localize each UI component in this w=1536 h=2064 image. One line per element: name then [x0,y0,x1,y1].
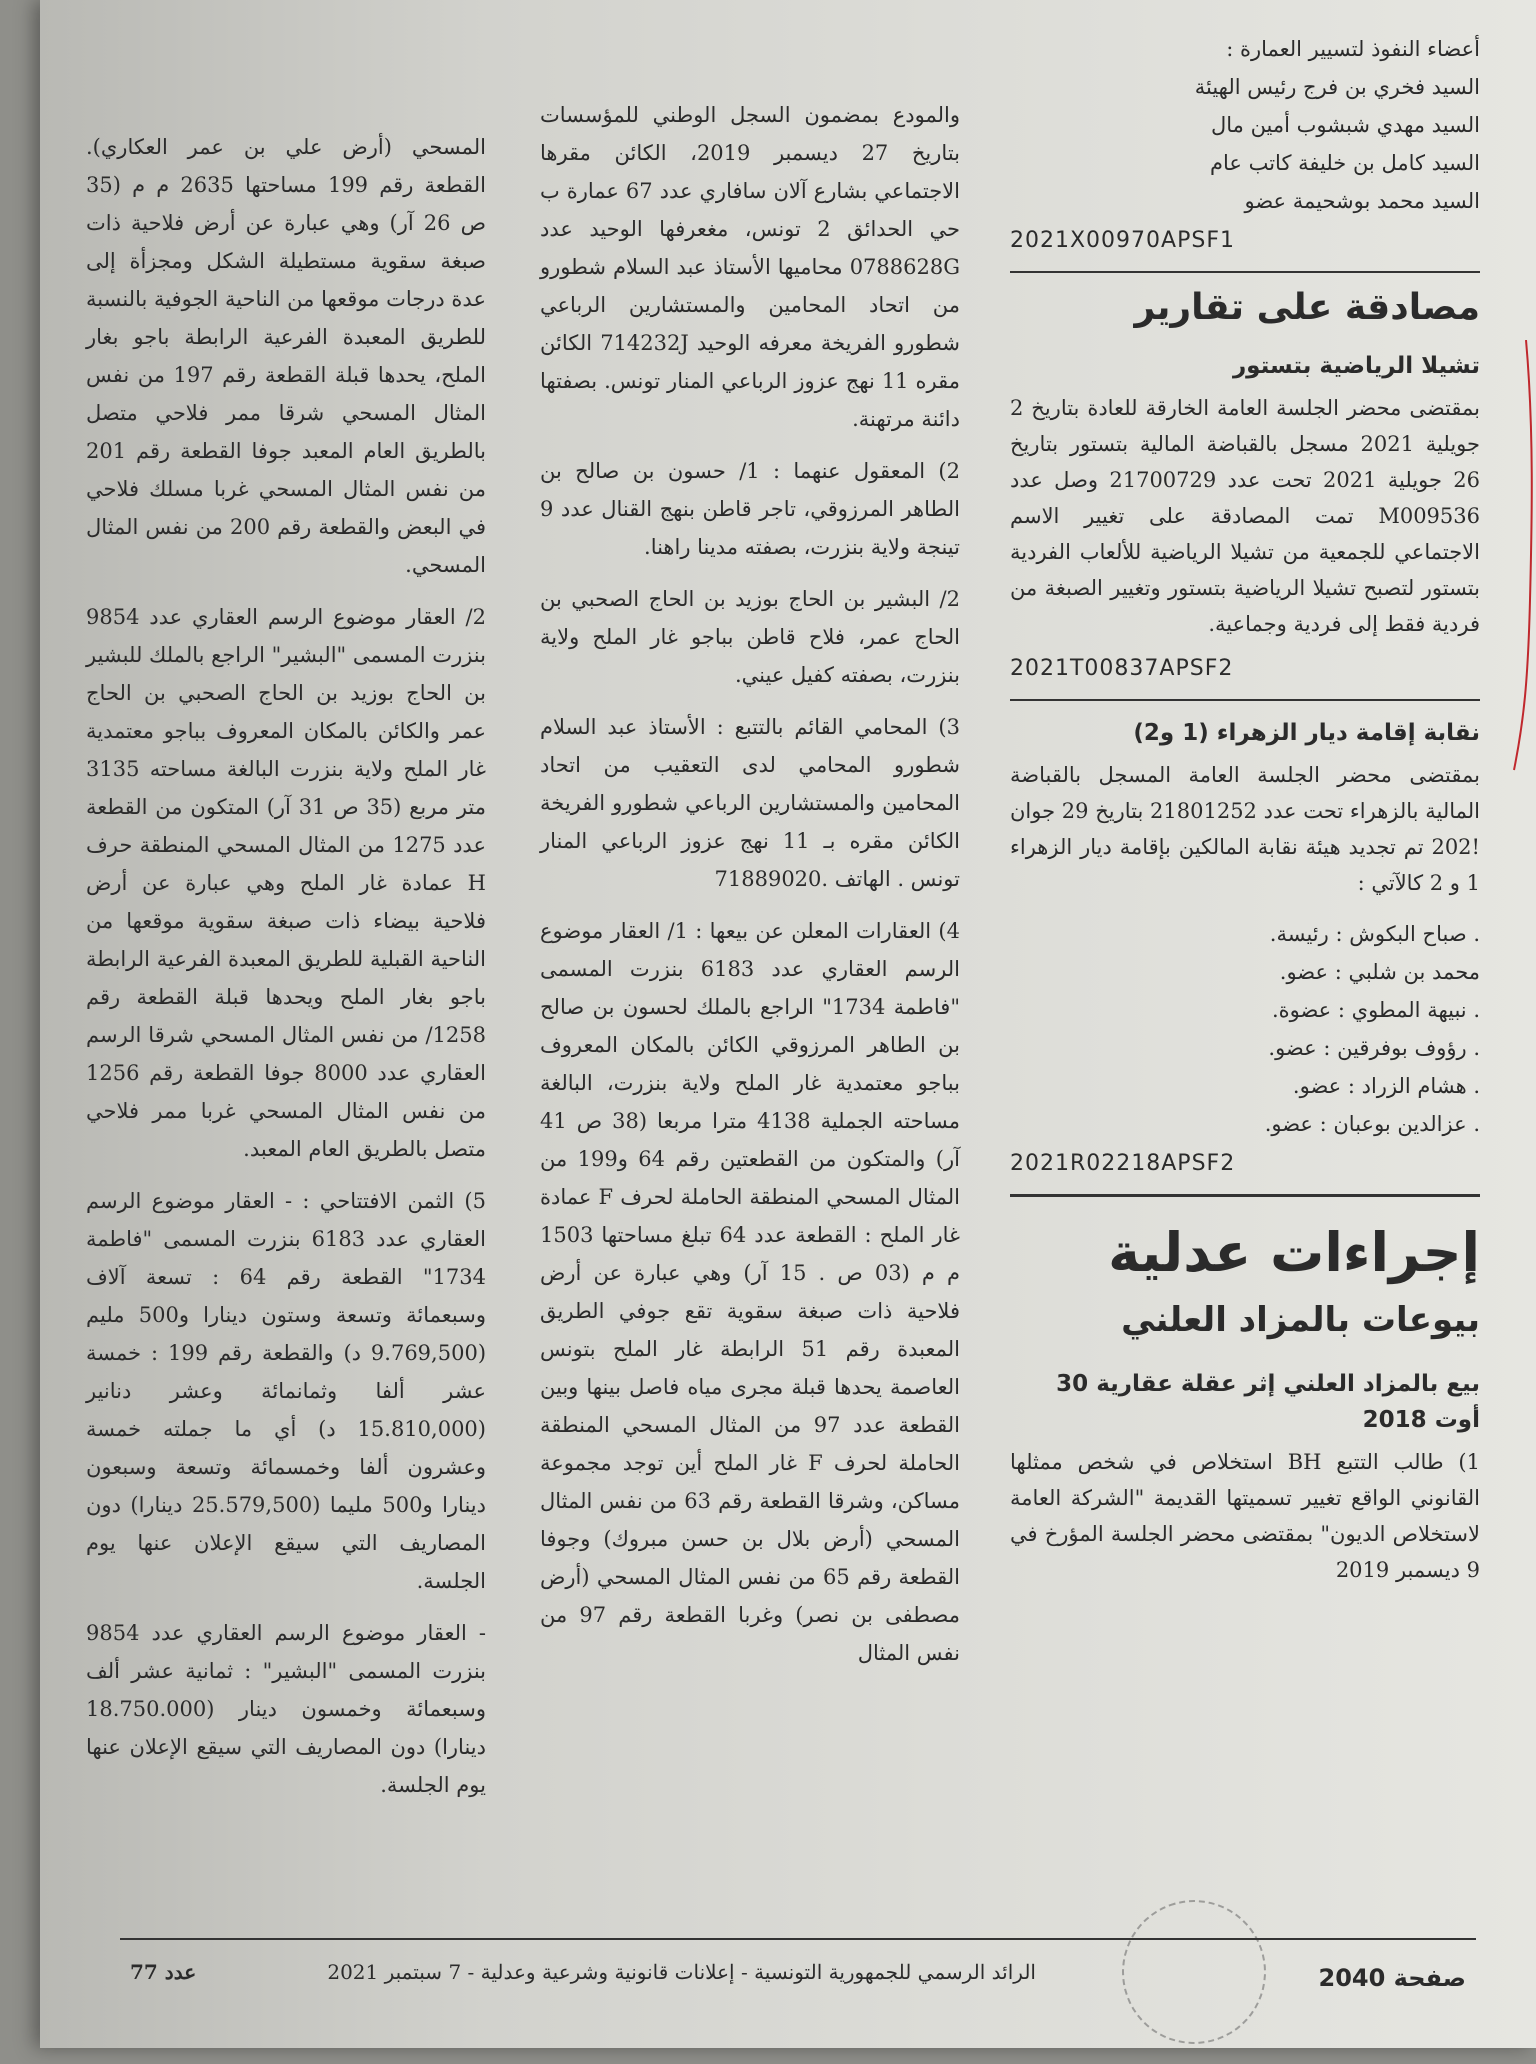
paragraph: المسحي (أرض علي بن عمر العكاري). القطعة رقم 199 مساحتها 2635 م م (35 ص 26 آر) وهي عبارة عن أرض فلاحية ذات صبغة سقوية مستطيلة الشكل ومجزأة إلى عدة درجات موقعها من الناحية الجوفية بالنسبة للطريق المعبدة الفرعية الرابطة باجو بغار الملح، يحدها قبلة القطعة رقم 197 من نفس المثال المسحي شرقا ممر فلاحي متصل بالطريق العام المعبد جوفا القطعة رقم 201 من نفس المثال المسحي غربا مسلك فلاحي في البعض والقطعة رقم 200 من نفس المثال المسحي. [86,135,487,577]
page-number: صفحة 2040 [1318,1964,1466,1992]
reference-code: 2021T00837APSF2 [1010,656,1234,681]
intro-line: السيد مهدي شبشوب أمين مال [1210,113,1480,137]
paragraph: 4) العقارات المعلن عن بيعها : 1/ العقار موضوع الرسم العقاري عدد 6183 بنزرت المسمى "فاطمة 1734" الراجع بالملك لحسون بن صالح بن الطاهر المرزوقي الكائن بالمكان المعروف بباجو معتمدية غار الملح ولاية بنزرت، البالغة مساحته الجملية 4138 مترا مربعا (38 ص 41 آر) والمتكون من القطعتين رقم 64 و199 من المثال المسحي المنطقة الحاملة لحرف F عمادة غار الملح : القطعة عدد 64 تبلغ مساحتها 1503 م م (03 ص . 15 آر) وهي عبارة عن أرض فلاحية ذات صبغة سقوية تقع جوفي الطريق المعبدة رقم 51 الرابطة غار الملح بتونس العاصمة يحدها قبلة مجرى مياه فاصل بينها وبين القطعة عدد 97 من المثال المسحي المنطقة الحاملة لحرف F غار الملح أين توجد مجموعة مساكن، وشرقا القطعة رقم 63 من نفس المثال المسحي (أرض بلال بن حسن مبروك) وجوفا القطعة رقم 65 من نفس المثال المسحي (أرض مصطفى بن نصر) وغربا القطعة رقم 97 من نفس المثال [540,919,961,1665]
intro-line: السيد فخري بن فرج رئيس الهيئة [1194,75,1480,99]
red-pen-mark [1496,340,1536,780]
reference-code: 2021R02218APSF2 [1010,1151,1236,1176]
notice-body: بمقتضى محضر الجلسة العامة الخارقة للعادة بتاريخ 2 جويلية 2021 مسجل بالقباضة المالية بتستور بتاريخ 26 جويلية 2021 تحت عدد 21700729 وصل عدد M009536 تمت المصادقة على تغيير الاسم الاجتماعي للجمعية من تشيلا الرياضية للألعاب الفردية بتستور لتصبح تشيلا الرياضية بتستور وتغيير الصبغة من فردية فقط إلى فردية وجماعية. [1010,396,1481,636]
section-subtitle: بيوعات بالمزاد العلني [1121,1300,1480,1340]
intro-line: السيد كامل بن خليفة كاتب عام [1209,151,1480,175]
left-column [86,128,486,1818]
notice-title: بيع بالمزاد العلني إثر عقلة عقارية 30 أوت 2018 [1056,1371,1480,1433]
section-title-large: إجراءات عدلية [1108,1221,1480,1284]
publication-title: الرائد الرسمي للجمهورية التونسية - إعلانات قانونية وشرعية وعدلية - 7 سبتمبر 2021 [327,1960,1036,1984]
member-line: . صباح البكوش : رئيسة. [1269,922,1480,946]
intro-line: السيد محمد بوشحيمة عضو [1244,189,1480,213]
paragraph: والمودع بمضمون السجل الوطني للمؤسسات بتاريخ 27 ديسمبر 2019، الكائن مقرها الاجتماعي بشارع آلان سافاري عدد 67 عمارة ب حي الحدائق 2 تونس، مغعرفها الوحيد عدد 0788628G محاميها الأستاذ عبد السلام شطورو من اتحاد المحامين والمستشارين الرباعي شطورو الفريخة معرفه الوحيد 714232J الكائن مقره 11 نهج عزوز الرباعي المنار تونس. بصفتها دائنة مرتهنة. [540,103,960,431]
member-line: محمد بن شلبي : عضو. [1279,960,1480,984]
paragraph: 2/ العقار موضوع الرسم العقاري عدد 9854 بنزرت المسمى "البشير" الراجع بالملك للبشير بن الحاج بوزيد بن الحاج الصحبي بن الحاج عمر والكائن بالمكان المعروف بباجو معتمدية غار الملح ولاية بنزرت البالغة مساحته 3135 متر مربع (35 ص 31 آر) المتكون من القطعة عدد 1275 من المثال المسحي المنطقة حرف H عمادة غار الملح وهي عبارة عن أرض فلاحية بيضاء ذات صبغة سقوية موقعها من الناحية القبلية للطريق المعبدة الفرعية الرابطة باجو بغار الملح ويحدها قبلة القطعة رقم 1258/ من نفس المثال المسحي شرقا الرسم العقاري عدد 8000 جوفا القطعة رقم 1256 من نفس المثال المسحي غربا ممر فلاحي متصل بالطريق العام المعبد. [86,605,487,1161]
notice-title: نقابة إقامة ديار الزهراء (1 و2) [1133,720,1480,746]
middle-column [540,96,960,1686]
issue-number: عدد 77 [130,1960,197,1984]
member-line: . نبيهة المطوي : عضوة. [1271,998,1480,1022]
newspaper-page [40,0,1536,2048]
paragraph: 2/ البشير بن الحاج بوزيد بن الحاج الصحبي بن الحاج عمر، فلاح قاطن بباجو غار الملح ولاية بنزرت، بصفته كفيل عيني. [540,587,960,687]
right-column [1010,30,1480,1602]
paragraph: - العقار موضوع الرسم العقاري عدد 9854 بنزرت المسمى "البشير" : ثمانية عشر ألف وسبعمائة وخمسون دينار (18.750.000 دينارا) دون المصاريف التي سيقع الإعلان عنها يوم الجلسة. [86,1621,486,1797]
divider [1010,1194,1480,1197]
member-line: . عزالدين بوعبان : عضو. [1264,1112,1480,1136]
divider [1010,699,1480,701]
intro-line: أعضاء النفوذ لتسيير العمارة : [1226,37,1480,61]
member-line: . هشام الزراد : عضو. [1292,1074,1480,1098]
paragraph: 3) المحامي القائم بالتتبع : الأستاذ عبد السلام شطورو المحامي لدى التعقيب من اتحاد المحامين والمستشارين الرباعي شطورو الفريخة الكائن مقره بـ 11 نهج عزوز الرباعي المنار تونس . الهاتف .71889020 [540,715,960,891]
paragraph: 2) المعقول عنهما : 1/ حسون بن صالح بن الطاهر المرزوقي، تاجر قاطن بنهج القنال عدد 9 تينجة ولاية بنزرت، بصفته مدينا راهنا. [540,459,960,559]
member-line: . رؤوف بوفرقين : عضو. [1268,1036,1480,1060]
notice-body: بمقتضى محضر الجلسة العامة المسجل بالقباضة المالية بالزهراء تحت عدد 21801252 بتاريخ 29 جوان !202 تم تجديد هيئة نقابة المالكين بإقامة ديار الزهراء 1 و 2 كالآتي : [1010,763,1480,895]
paragraph: 5) الثمن الافتتاحي : - العقار موضوع الرسم العقاري عدد 6183 بنزرت المسمى "فاطمة 1734" القطعة رقم 64 : تسعة آلاف وسبعمائة وتسعة وستون دينارا و500 مليم (9.769,500 د) والقطعة رقم 199 : خمسة عشر ألفا وثمانمائة وعشر دنانير (15.810,000 د) أي ما جملته خمسة وعشرون ألفا وخمسمائة وتسعة وسبعون دينارا و500 مليما (25.579,500 دينارا) دون المصاريف التي سيقع الإعلان عنها يوم الجلسة. [86,1189,487,1593]
divider [1010,271,1480,273]
section-title: مصادقة على تقارير [1134,287,1480,328]
page-footer [120,1938,1476,1994]
notice-title: تشيلا الرياضية بتستور [1232,353,1480,379]
notice-body: 1) طالب التتبع BH استخلاص في شخص ممثلها القانوني الواقع تغيير تسميتها القديمة "الشركة العامة لاستخلاص الديون" بمقتضى محضر الجلسة المؤرخ في 9 ديسمبر 2019 [1010,1450,1480,1582]
reference-code: 2021X00970APSF1 [1010,228,1235,253]
